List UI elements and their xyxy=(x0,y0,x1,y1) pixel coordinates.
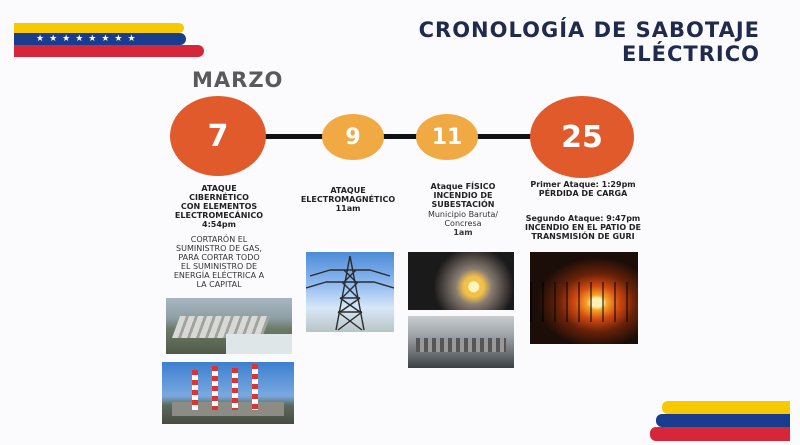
text-line: CON ELEMENTOS xyxy=(180,202,258,211)
text-line: ELECTROMECÁNICO xyxy=(174,211,264,220)
text-line: SUMINISTRO DE GAS, xyxy=(176,244,262,253)
month-label: MARZO xyxy=(192,68,284,92)
text-line: LA CAPITAL xyxy=(196,280,242,289)
text-line: EL SUMINISTRO DE xyxy=(180,262,258,271)
date-circle-11: 11 xyxy=(416,114,478,160)
text-line: 4:54pm xyxy=(202,220,236,229)
guri-fire-photo xyxy=(530,252,638,344)
event-11-title xyxy=(404,182,522,209)
text-line: SUBESTACIÓN xyxy=(431,200,495,209)
substation-fire-photo xyxy=(408,252,514,310)
date-circle-7: 7 xyxy=(170,96,266,176)
text-line: Ataque FÍSICO xyxy=(430,182,496,191)
chimney-shape xyxy=(252,364,258,410)
text-line: Primer Ataque: 1:29pm xyxy=(530,180,636,189)
text-line: INCENDIO EN EL PATIO DE xyxy=(524,223,642,232)
event-11-description xyxy=(404,210,522,237)
chimney-shape xyxy=(232,368,238,410)
text-line: CORTARÓN EL xyxy=(190,235,248,244)
water-spill-shape xyxy=(226,334,292,354)
event-25-second-attack xyxy=(520,214,646,241)
chimney-shape xyxy=(212,366,218,410)
title-line-1: CRONOLOGÍA DE SABOTAJE xyxy=(418,18,760,42)
page-title xyxy=(419,18,760,66)
event-9-title xyxy=(298,186,398,213)
dam-photo xyxy=(166,298,292,354)
text-line: Concresa xyxy=(444,219,482,228)
text-line: ENERGÍA ELÉCTRICA A xyxy=(173,271,265,280)
stars-icon: ★★★★★★★★ xyxy=(36,34,141,44)
flag-ribbon-bottom xyxy=(650,401,790,441)
text-line: 1am xyxy=(453,228,473,237)
event-25-first-attack xyxy=(520,180,646,198)
chimney-shape xyxy=(192,370,198,410)
text-line: CIBERNÉTICO xyxy=(189,193,249,202)
tower-icon xyxy=(306,252,394,332)
text-line: PARA CORTAR TODO xyxy=(178,253,260,262)
substation-aftermath-photo xyxy=(408,316,514,368)
text-line: TRANSMISIÓN DE GURI xyxy=(531,232,635,241)
power-plant-photo xyxy=(162,362,294,424)
event-7-description xyxy=(160,235,278,289)
structure-shape xyxy=(530,282,638,322)
title-line-2: ELÉCTRICO xyxy=(621,42,760,66)
structure-shape xyxy=(416,338,506,352)
text-line: INCENDIO DE xyxy=(433,191,493,200)
text-line: 11am xyxy=(335,204,361,213)
event-7-title xyxy=(160,184,278,229)
flag-stripe-blue xyxy=(656,414,790,427)
flag-stripe-red xyxy=(14,45,204,57)
flag-stripe-yellow xyxy=(14,23,184,33)
flag-stripe-red xyxy=(650,427,790,441)
text-line: ATAQUE xyxy=(201,184,237,193)
text-line: ELECTROMAGNÉTICO xyxy=(300,195,396,204)
plant-building-shape xyxy=(172,402,284,416)
text-line: ATAQUE xyxy=(330,186,366,195)
text-line: PÉRDIDA DE CARGA xyxy=(538,189,628,198)
text-line: Municipio Baruta/ xyxy=(427,210,499,219)
text-line: Segundo Ataque: 9:47pm xyxy=(525,214,641,223)
flag-ribbon-top xyxy=(14,23,204,57)
transmission-tower-photo xyxy=(306,252,394,332)
date-circle-25: 25 xyxy=(530,96,634,178)
date-circle-9: 9 xyxy=(322,114,384,160)
flag-stripe-yellow xyxy=(662,401,790,414)
